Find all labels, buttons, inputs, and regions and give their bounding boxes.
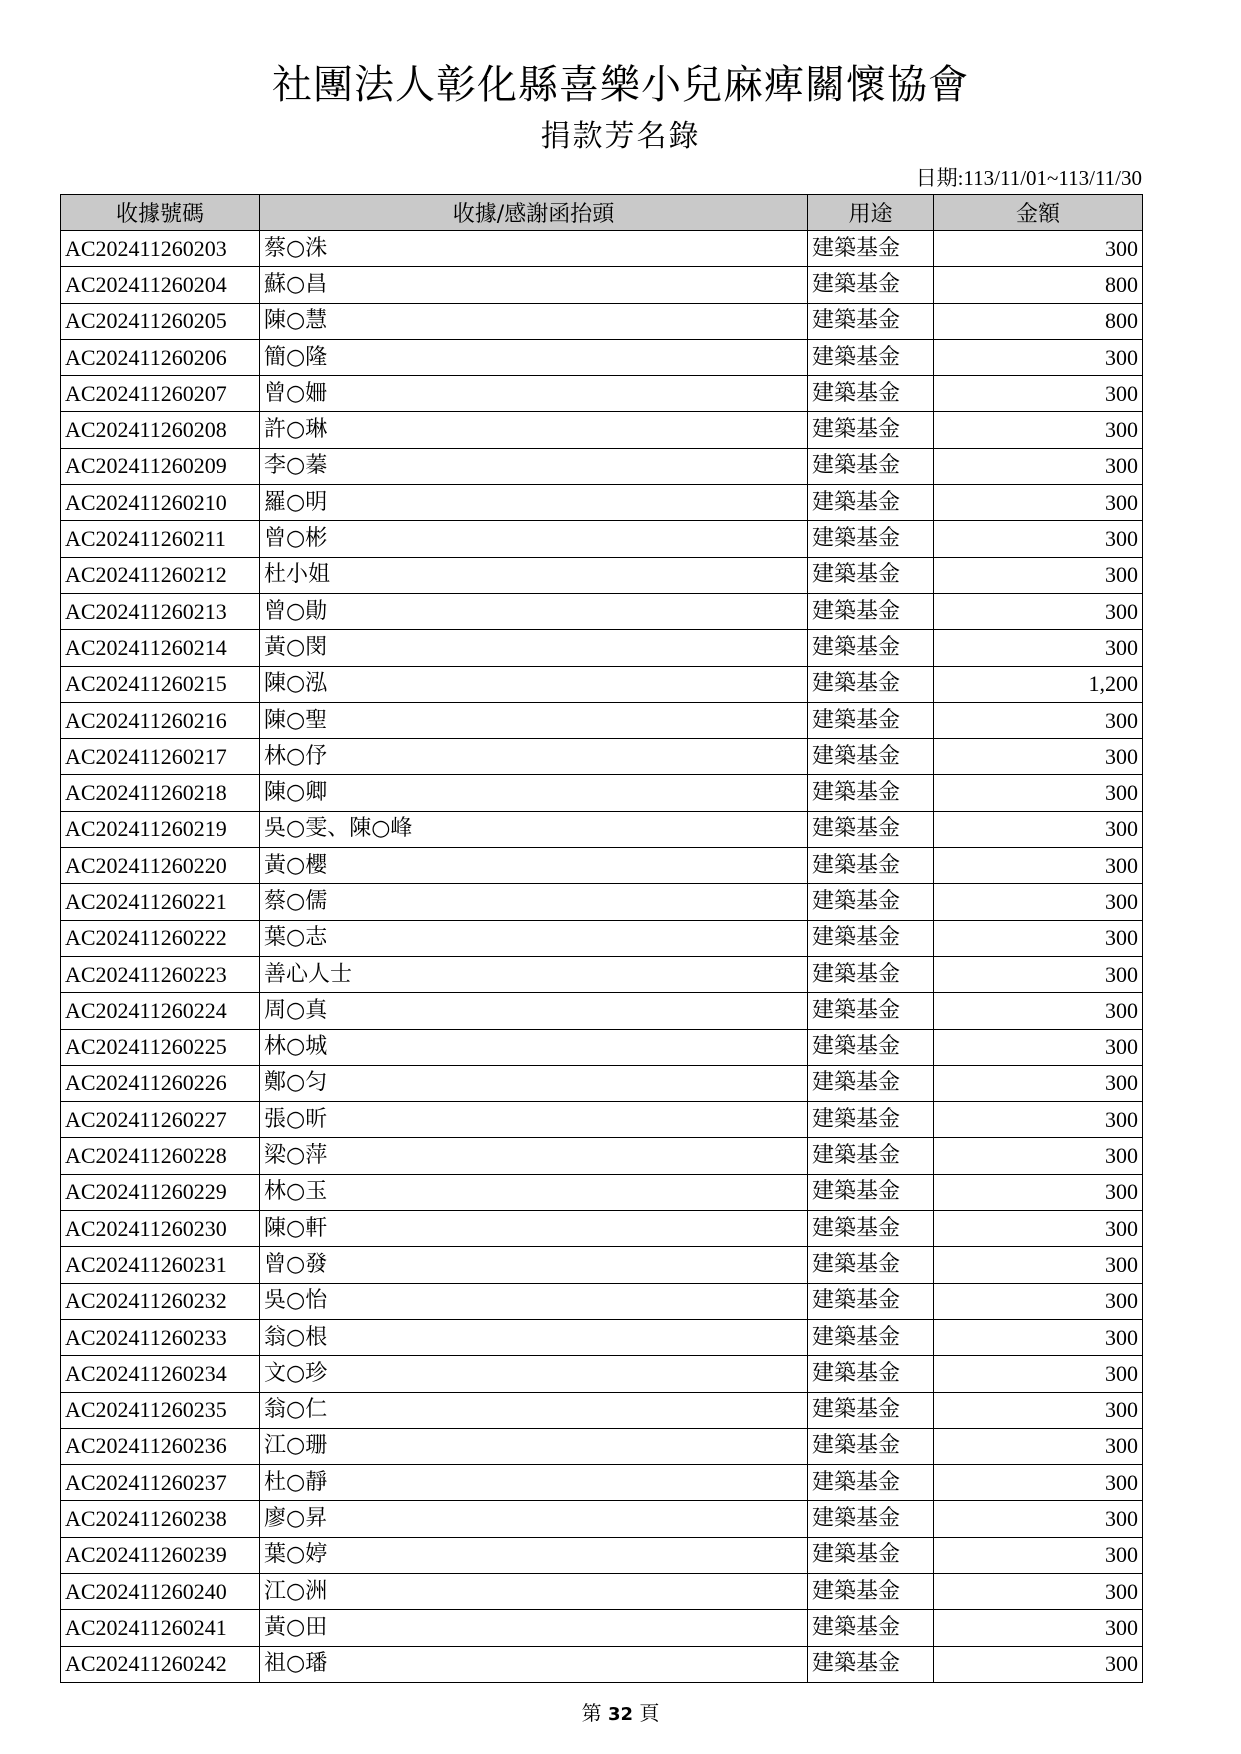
recipient-cell: 葉○婷 xyxy=(260,1537,808,1573)
amount-cell: 300 xyxy=(934,339,1143,375)
recipient-cell: 周○真 xyxy=(260,993,808,1029)
purpose-cell: 建築基金 xyxy=(808,1501,934,1537)
purpose-cell: 建築基金 xyxy=(808,848,934,884)
purpose-cell: 建築基金 xyxy=(808,1356,934,1392)
receipt-number-cell: AC202411260241 xyxy=(61,1610,260,1646)
receipt-number-cell: AC202411260222 xyxy=(61,920,260,956)
recipient-cell: 蘇○昌 xyxy=(260,267,808,303)
recipient-cell: 羅○明 xyxy=(260,485,808,521)
amount-cell: 300 xyxy=(934,1283,1143,1319)
recipient-cell: 鄭○匀 xyxy=(260,1065,808,1101)
date-range: 日期:113/11/01~113/11/30 xyxy=(915,166,1142,190)
receipt-number-cell: AC202411260239 xyxy=(61,1537,260,1573)
purpose-cell: 建築基金 xyxy=(808,1392,934,1428)
recipient-cell: 江○珊 xyxy=(260,1428,808,1464)
purpose-cell: 建築基金 xyxy=(808,1319,934,1355)
amount-cell: 300 xyxy=(934,1646,1143,1682)
recipient-cell: 曾○姍 xyxy=(260,376,808,412)
table-row xyxy=(61,1211,1143,1247)
recipient-cell: 李○蓁 xyxy=(260,448,808,484)
table-row xyxy=(61,1573,1143,1609)
receipt-number-cell: AC202411260228 xyxy=(61,1138,260,1174)
table-row xyxy=(61,739,1143,775)
table-row xyxy=(61,1174,1143,1210)
purpose-cell: 建築基金 xyxy=(808,811,934,847)
purpose-cell: 建築基金 xyxy=(808,267,934,303)
page-number: 32 xyxy=(607,1704,634,1725)
receipt-number-cell: AC202411260230 xyxy=(61,1211,260,1247)
receipt-number-cell: AC202411260236 xyxy=(61,1428,260,1464)
receipt-number-cell: AC202411260232 xyxy=(61,1283,260,1319)
table-row xyxy=(61,521,1143,557)
receipt-number-cell: AC202411260231 xyxy=(61,1247,260,1283)
amount-cell: 300 xyxy=(934,1211,1143,1247)
receipt-number-cell: AC202411260207 xyxy=(61,376,260,412)
amount-cell: 300 xyxy=(934,1356,1143,1392)
recipient-cell: 陳○卿 xyxy=(260,775,808,811)
purpose-cell: 建築基金 xyxy=(808,630,934,666)
column-header-purpose: 用途 xyxy=(808,195,934,231)
recipient-cell: 黃○田 xyxy=(260,1610,808,1646)
purpose-cell: 建築基金 xyxy=(808,920,934,956)
receipt-number-cell: AC202411260240 xyxy=(61,1573,260,1609)
amount-cell: 300 xyxy=(934,521,1143,557)
table-row xyxy=(61,775,1143,811)
recipient-cell: 林○城 xyxy=(260,1029,808,1065)
purpose-cell: 建築基金 xyxy=(808,1610,934,1646)
table-body xyxy=(61,231,1143,1683)
table-row xyxy=(61,412,1143,448)
receipt-number-cell: AC202411260220 xyxy=(61,848,260,884)
amount-cell: 300 xyxy=(934,811,1143,847)
purpose-cell: 建築基金 xyxy=(808,884,934,920)
receipt-number-cell: AC202411260235 xyxy=(61,1392,260,1428)
recipient-cell: 廖○昇 xyxy=(260,1501,808,1537)
purpose-cell: 建築基金 xyxy=(808,593,934,629)
recipient-cell: 陳○聖 xyxy=(260,702,808,738)
header-row xyxy=(61,195,1143,231)
table-row xyxy=(61,1392,1143,1428)
amount-cell: 800 xyxy=(934,267,1143,303)
table-row xyxy=(61,1065,1143,1101)
recipient-cell: 江○洲 xyxy=(260,1573,808,1609)
amount-cell: 300 xyxy=(934,485,1143,521)
purpose-cell: 建築基金 xyxy=(808,231,934,267)
receipt-number-cell: AC202411260206 xyxy=(61,339,260,375)
receipt-number-cell: AC202411260217 xyxy=(61,739,260,775)
recipient-cell: 林○玉 xyxy=(260,1174,808,1210)
purpose-cell: 建築基金 xyxy=(808,1247,934,1283)
amount-cell: 300 xyxy=(934,1428,1143,1464)
amount-cell: 300 xyxy=(934,702,1143,738)
recipient-cell: 文○珍 xyxy=(260,1356,808,1392)
table-row xyxy=(61,1428,1143,1464)
column-header-receipt-number: 收據號碼 xyxy=(61,195,260,231)
recipient-cell: 蔡○儒 xyxy=(260,884,808,920)
recipient-cell: 黃○櫻 xyxy=(260,848,808,884)
amount-cell: 300 xyxy=(934,956,1143,992)
recipient-cell: 許○琳 xyxy=(260,412,808,448)
amount-cell: 300 xyxy=(934,1102,1143,1138)
page-prefix: 第 xyxy=(581,1701,602,1725)
purpose-cell: 建築基金 xyxy=(808,1283,934,1319)
table-row xyxy=(61,1138,1143,1174)
recipient-cell: 梁○萍 xyxy=(260,1138,808,1174)
purpose-cell: 建築基金 xyxy=(808,739,934,775)
receipt-number-cell: AC202411260216 xyxy=(61,702,260,738)
table-row xyxy=(61,1501,1143,1537)
receipt-number-cell: AC202411260214 xyxy=(61,630,260,666)
table-row xyxy=(61,1537,1143,1573)
recipient-cell: 林○伃 xyxy=(260,739,808,775)
receipt-number-cell: AC202411260219 xyxy=(61,811,260,847)
page-footer xyxy=(0,1697,1241,1726)
purpose-cell: 建築基金 xyxy=(808,448,934,484)
purpose-cell: 建築基金 xyxy=(808,521,934,557)
table-row xyxy=(61,593,1143,629)
donation-table xyxy=(60,194,1143,1683)
purpose-cell: 建築基金 xyxy=(808,993,934,1029)
receipt-number-cell: AC202411260215 xyxy=(61,666,260,702)
amount-cell: 300 xyxy=(934,376,1143,412)
amount-cell: 300 xyxy=(934,231,1143,267)
table-row xyxy=(61,448,1143,484)
amount-cell: 300 xyxy=(934,1501,1143,1537)
receipt-number-cell: AC202411260233 xyxy=(61,1319,260,1355)
table-row xyxy=(61,1646,1143,1682)
purpose-cell: 建築基金 xyxy=(808,376,934,412)
purpose-cell: 建築基金 xyxy=(808,1102,934,1138)
amount-cell: 300 xyxy=(934,1610,1143,1646)
table-row xyxy=(61,1356,1143,1392)
recipient-cell: 吳○雯、陳○峰 xyxy=(260,811,808,847)
table-row xyxy=(61,666,1143,702)
table-row xyxy=(61,1319,1143,1355)
recipient-cell: 曾○勛 xyxy=(260,593,808,629)
recipient-cell: 吳○怡 xyxy=(260,1283,808,1319)
table-row xyxy=(61,557,1143,593)
table-row xyxy=(61,1029,1143,1065)
table-row xyxy=(61,956,1143,992)
amount-cell: 300 xyxy=(934,1247,1143,1283)
recipient-cell: 張○昕 xyxy=(260,1102,808,1138)
receipt-number-cell: AC202411260227 xyxy=(61,1102,260,1138)
purpose-cell: 建築基金 xyxy=(808,775,934,811)
recipient-cell: 曾○彬 xyxy=(260,521,808,557)
table-row xyxy=(61,702,1143,738)
amount-cell: 300 xyxy=(934,1138,1143,1174)
recipient-cell: 曾○發 xyxy=(260,1247,808,1283)
table-row xyxy=(61,267,1143,303)
amount-cell: 1,200 xyxy=(934,666,1143,702)
receipt-number-cell: AC202411260229 xyxy=(61,1174,260,1210)
purpose-cell: 建築基金 xyxy=(808,1211,934,1247)
table-row xyxy=(61,1283,1143,1319)
table-row xyxy=(61,884,1143,920)
receipt-number-cell: AC202411260242 xyxy=(61,1646,260,1682)
purpose-cell: 建築基金 xyxy=(808,1029,934,1065)
recipient-cell: 陳○慧 xyxy=(260,303,808,339)
document-title: 社團法人彰化縣喜樂小兒麻痺關懷協會 xyxy=(272,62,969,108)
receipt-number-cell: AC202411260209 xyxy=(61,448,260,484)
amount-cell: 300 xyxy=(934,1065,1143,1101)
recipient-cell: 翁○根 xyxy=(260,1319,808,1355)
recipient-cell: 祖○璠 xyxy=(260,1646,808,1682)
receipt-number-cell: AC202411260210 xyxy=(61,485,260,521)
amount-cell: 300 xyxy=(934,848,1143,884)
purpose-cell: 建築基金 xyxy=(808,1646,934,1682)
amount-cell: 300 xyxy=(934,1537,1143,1573)
recipient-cell: 黃○閔 xyxy=(260,630,808,666)
column-header-amount: 金額 xyxy=(934,195,1143,231)
amount-cell: 300 xyxy=(934,1319,1143,1355)
table-row xyxy=(61,485,1143,521)
purpose-cell: 建築基金 xyxy=(808,339,934,375)
amount-cell: 300 xyxy=(934,1392,1143,1428)
table-row xyxy=(61,811,1143,847)
purpose-cell: 建築基金 xyxy=(808,557,934,593)
document-subtitle: 捐款芳名錄 xyxy=(540,119,701,154)
receipt-number-cell: AC202411260212 xyxy=(61,557,260,593)
recipient-cell: 葉○志 xyxy=(260,920,808,956)
receipt-number-cell: AC202411260226 xyxy=(61,1065,260,1101)
recipient-cell: 善心人士 xyxy=(260,956,808,992)
amount-cell: 300 xyxy=(934,1465,1143,1501)
receipt-number-cell: AC202411260205 xyxy=(61,303,260,339)
purpose-cell: 建築基金 xyxy=(808,485,934,521)
table-row xyxy=(61,339,1143,375)
recipient-cell: 杜○靜 xyxy=(260,1465,808,1501)
table-row xyxy=(61,231,1143,267)
receipt-number-cell: AC202411260224 xyxy=(61,993,260,1029)
amount-cell: 300 xyxy=(934,448,1143,484)
recipient-cell: 蔡○洙 xyxy=(260,231,808,267)
table-row xyxy=(61,920,1143,956)
purpose-cell: 建築基金 xyxy=(808,1465,934,1501)
recipient-cell: 陳○泓 xyxy=(260,666,808,702)
recipient-cell: 翁○仁 xyxy=(260,1392,808,1428)
table-header xyxy=(61,195,1143,231)
table-row xyxy=(61,1102,1143,1138)
purpose-cell: 建築基金 xyxy=(808,1428,934,1464)
receipt-number-cell: AC202411260238 xyxy=(61,1501,260,1537)
table-row xyxy=(61,1247,1143,1283)
amount-cell: 300 xyxy=(934,1174,1143,1210)
column-header-recipient: 收據/感謝函抬頭 xyxy=(260,195,808,231)
receipt-number-cell: AC202411260234 xyxy=(61,1356,260,1392)
table-row xyxy=(61,376,1143,412)
receipt-number-cell: AC202411260218 xyxy=(61,775,260,811)
table-row xyxy=(61,1610,1143,1646)
receipt-number-cell: AC202411260213 xyxy=(61,593,260,629)
amount-cell: 300 xyxy=(934,593,1143,629)
receipt-number-cell: AC202411260221 xyxy=(61,884,260,920)
purpose-cell: 建築基金 xyxy=(808,956,934,992)
amount-cell: 300 xyxy=(934,775,1143,811)
table-row xyxy=(61,630,1143,666)
recipient-cell: 陳○軒 xyxy=(260,1211,808,1247)
purpose-cell: 建築基金 xyxy=(808,1537,934,1573)
amount-cell: 300 xyxy=(934,630,1143,666)
amount-cell: 300 xyxy=(934,884,1143,920)
purpose-cell: 建築基金 xyxy=(808,1065,934,1101)
table-row xyxy=(61,848,1143,884)
recipient-cell: 杜小姐 xyxy=(260,557,808,593)
amount-cell: 300 xyxy=(934,739,1143,775)
purpose-cell: 建築基金 xyxy=(808,303,934,339)
receipt-number-cell: AC202411260223 xyxy=(61,956,260,992)
recipient-cell: 簡○隆 xyxy=(260,339,808,375)
amount-cell: 300 xyxy=(934,557,1143,593)
receipt-number-cell: AC202411260204 xyxy=(61,267,260,303)
purpose-cell: 建築基金 xyxy=(808,702,934,738)
amount-cell: 300 xyxy=(934,1029,1143,1065)
table-row xyxy=(61,1465,1143,1501)
table-row xyxy=(61,303,1143,339)
receipt-number-cell: AC202411260237 xyxy=(61,1465,260,1501)
amount-cell: 300 xyxy=(934,993,1143,1029)
amount-cell: 300 xyxy=(934,920,1143,956)
receipt-number-cell: AC202411260225 xyxy=(61,1029,260,1065)
receipt-number-cell: AC202411260211 xyxy=(61,521,260,557)
amount-cell: 300 xyxy=(934,412,1143,448)
purpose-cell: 建築基金 xyxy=(808,1573,934,1609)
receipt-number-cell: AC202411260208 xyxy=(61,412,260,448)
purpose-cell: 建築基金 xyxy=(808,1138,934,1174)
purpose-cell: 建築基金 xyxy=(808,412,934,448)
page-suffix: 頁 xyxy=(639,1701,660,1725)
receipt-number-cell: AC202411260203 xyxy=(61,231,260,267)
amount-cell: 300 xyxy=(934,1573,1143,1609)
purpose-cell: 建築基金 xyxy=(808,666,934,702)
purpose-cell: 建築基金 xyxy=(808,1174,934,1210)
table-row xyxy=(61,993,1143,1029)
amount-cell: 800 xyxy=(934,303,1143,339)
